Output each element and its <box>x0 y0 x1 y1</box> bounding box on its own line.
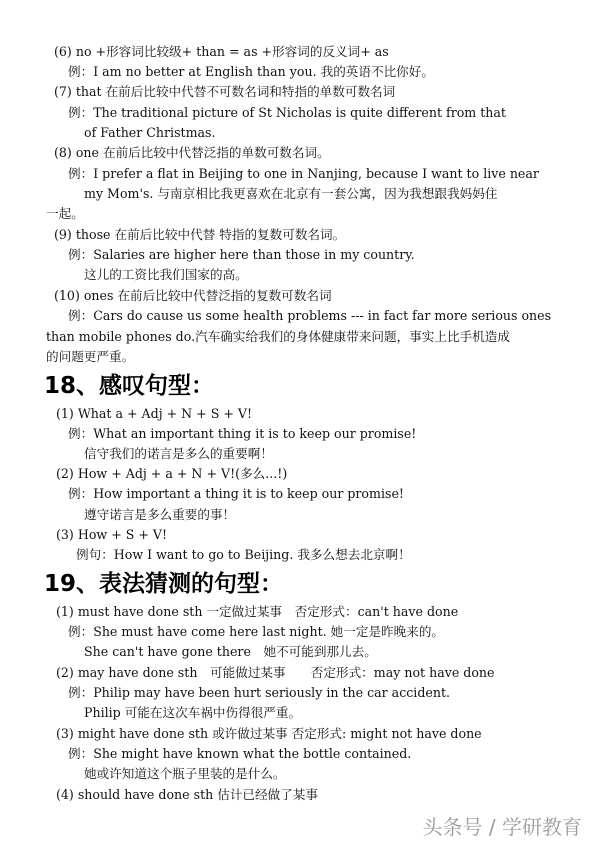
guess-2-translation: Philip 可能在这次车祸中伤得很严重。 <box>84 705 302 720</box>
rule-10-example-cont: than mobile phones do.汽车确实给我们的身体健康带来问题，事实上比手机造成 <box>46 329 510 344</box>
rule-8-example: 例：I prefer a flat in Beijing to one in Nanjing, because I want to live near <box>68 166 539 181</box>
pattern-2-translation: 遵守诺言是多么重要的事！ <box>84 507 236 522</box>
guess-4: (4) should have done sth 估计已经做了某事 <box>56 787 318 802</box>
guess-1-example-neg: She can't have gone there 她不可能到那儿去。 <box>84 644 377 659</box>
guess-2: (2) may have done sth 可能做过某事 否定形式：may not have done <box>56 665 495 680</box>
rule-9-example: 例：Salaries are higher here than those in my country. <box>68 247 415 262</box>
pattern-1: (1) What a + Adj + N + S + V! <box>56 406 253 421</box>
rule-8-example-cont: my Mom's. 与南京相比我更喜欢在北京有一套公寓，因为我想跟我妈妈住 <box>84 186 498 201</box>
guess-2-example: 例：Philip may have been hurt seriously in the car accident. <box>68 685 451 700</box>
pattern-2: (2) How + Adj + a + N + V!(多么...!) <box>56 466 288 481</box>
guess-3: (3) might have done sth 或许做过某事 否定形式: might not have done <box>56 726 482 741</box>
rule-10-title: (10) ones 在前后比较中代替泛指的复数可数名词 <box>54 288 332 303</box>
guess-3-translation: 她或许知道这个瓶子里装的是什么。 <box>84 766 286 781</box>
rule-7-example: 例：The traditional picture of St Nicholas is quite different from that <box>68 105 506 120</box>
rule-6-example: 例：I am no better at English than you. 我的英语不比你好。 <box>68 64 434 79</box>
rule-6-title: (6) no +形容词比较级+ than = as +形容词的反义词+ as <box>54 44 389 59</box>
pattern-3-example: 例句：How I want to go to Beijing. 我多么想去北京啊！ <box>76 547 411 562</box>
pattern-1-example: 例：What an important thing it is to keep our promise! <box>68 426 417 441</box>
rule-10-example: 例：Cars do cause us some health problems --- in fact far more serious ones <box>68 308 552 323</box>
rule-7-title: (7) that 在前后比较中代替不可数名词和特指的单数可数名词 <box>54 84 396 99</box>
rule-8-example-end: 一起。 <box>46 206 84 221</box>
guess-1-example: 例：She must have come here last night. 她一定是昨晚来的。 <box>68 624 445 639</box>
pattern-2-example: 例：How important a thing it is to keep our promise! <box>68 486 404 501</box>
rule-9-translation: 这儿的工资比我们国家的高。 <box>84 267 248 282</box>
rule-10-example-end: 的问题更严重。 <box>46 349 135 364</box>
rule-9-title: (9) those 在前后比较中代替 特指的复数可数名词。 <box>54 227 346 242</box>
rule-8-title: (8) one 在前后比较中代替泛指的单数可数名词。 <box>54 145 330 160</box>
rule-7-example-cont: of Father Christmas. <box>84 125 216 140</box>
guess-1: (1) must have done sth 一定做过某事 否定形式：can't have done <box>56 604 459 619</box>
section-18-heading: 18、感叹句型： <box>44 373 215 399</box>
watermark: 头条号 / 学研教育 <box>422 815 582 839</box>
pattern-3: (3) How + S + V! <box>56 527 168 542</box>
guess-3-example: 例：She might have known what the bottle contained. <box>68 746 412 761</box>
section-19-heading: 19、表法猜测的句型： <box>44 571 284 597</box>
pattern-1-translation: 信守我们的诺言是多么的重要啊！ <box>84 446 273 461</box>
